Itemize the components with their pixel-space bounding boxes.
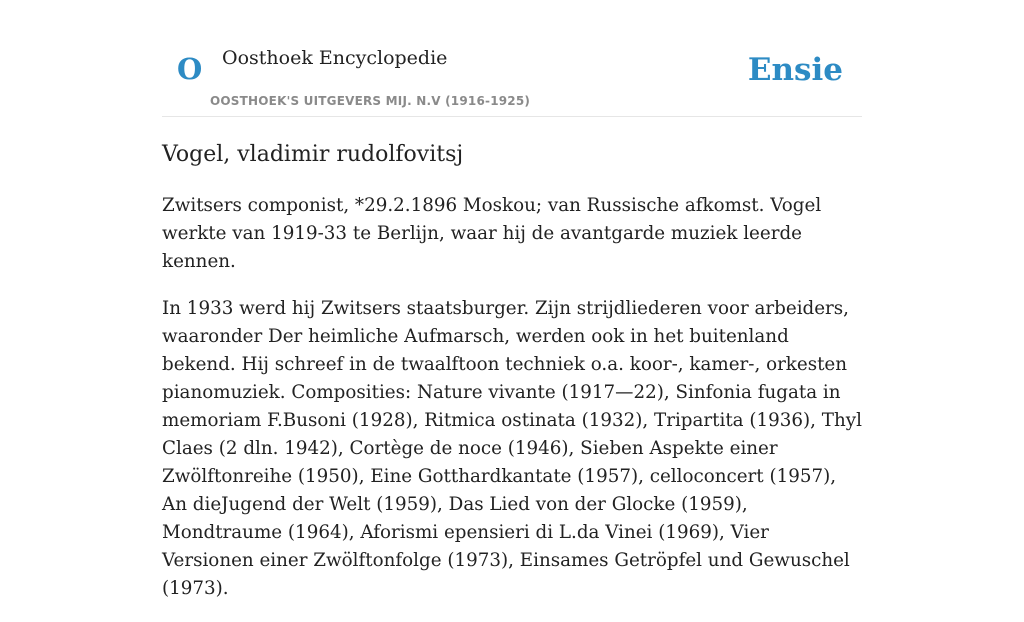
article-title: Vogel, vladimir rudolfovitsj [162,142,464,167]
article-paragraph: Zwitsers componist, *29.2.1896 Moskou; van Russische afkomst. Vogel werkte van 1919-33 te Berlijn, waar hij de avantgarde muziek leerde kennen. [162,195,822,272]
source-logo[interactable]: O [177,52,203,86]
source-header [162,0,862,117]
page [162,0,862,599]
article-paragraph: In 1933 werd hij Zwitsers staatsburger. Zijn strijdliederen voor arbeiders, waaronder Der heimliche Aufmarsch, werden ook in het buitenland bekend. Hij schreef in de twaalftoon techniek o.a. koor-, kamer-, orkesten pianomuziek. Composities: Nature vivante (1917—22), Sinfonia fugata in memoriam F.Busoni (1928), Ritmica ostinata (1932), Tripartita (1936), Thyl Claes (2 dln. 1942), Cortège de noce (1946), Sieben Aspekte einer Zwölftonreihe (1950), Eine Gotthardkantate (1957), celloconcert (1957), An dieJugend der Welt (1959), Das Lied von der Glocke (1959), Mondtraume (1964), Aforismi epensieri di L.da Vinei (1969), Vier Versionen einer Zwölftonfolge (1973), Einsames Getröpfel und Gewuschel (1973). [162,298,862,599]
source-title[interactable]: Oosthoek Encyclopedie [222,47,448,69]
article-body [162,192,862,622]
ensie-logo-link[interactable]: Ensie [747,52,843,88]
source-publisher: OOSTHOEK'S UITGEVERS MIJ. N.V (1916-1925) [210,94,531,108]
